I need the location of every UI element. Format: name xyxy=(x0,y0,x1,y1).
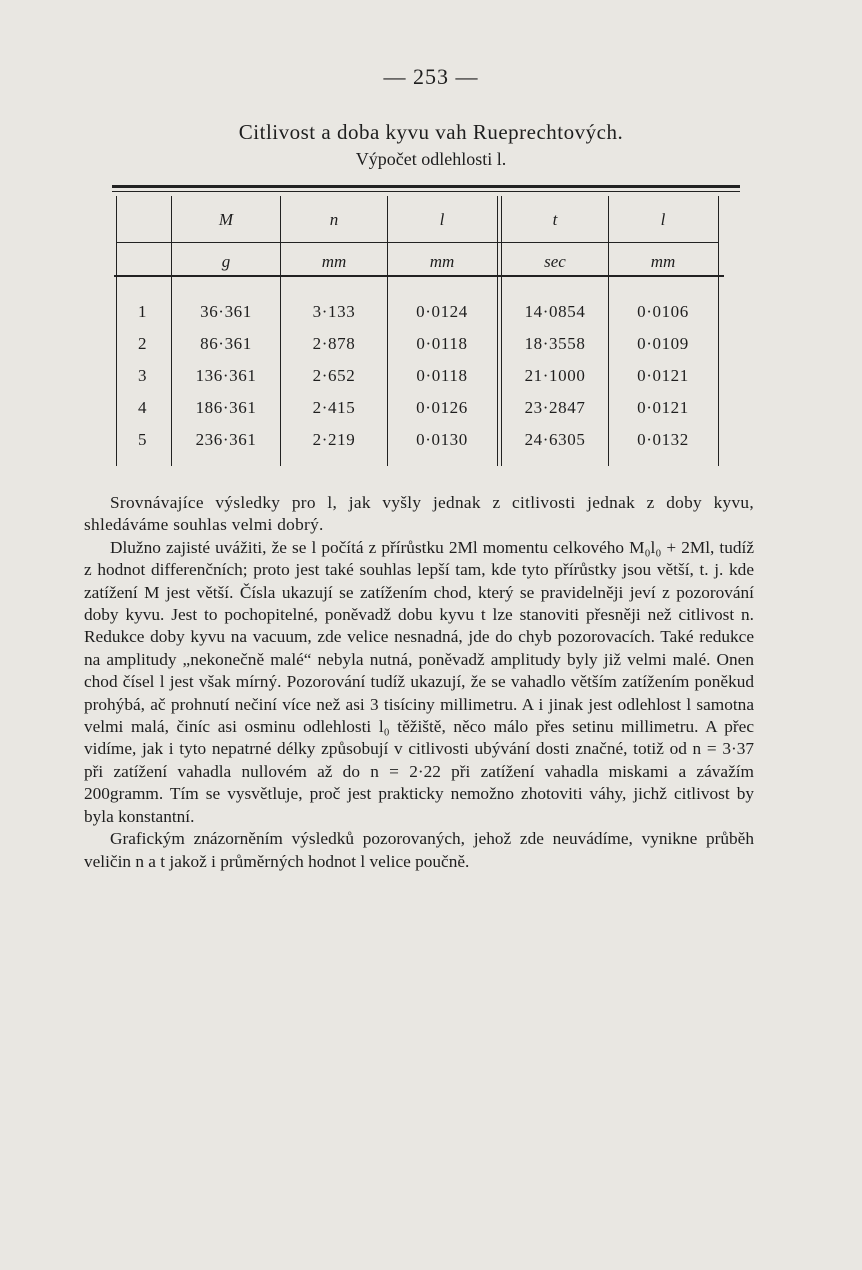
cell-M: 36·361 xyxy=(200,302,252,321)
cell-n: 2·219 xyxy=(312,430,356,449)
cell-l: 0·0118 xyxy=(416,334,468,353)
table-vline xyxy=(608,196,609,466)
table-vline xyxy=(718,196,719,466)
paragraph-2: Dlužno zajisté uvážiti, že se l počítá z přírůstku 2Ml momentu celkového M₀l₀ + 2Ml, tudíž z hodnot differenčních; proto jest také souhlas lepší tam, kde tyto přírůstky jsou větší, t. j. kde zatížení M jest větší. Čísla ukazují se zatížením chod, který se pravidelněji jeví z pozorování doby kyvu. Jest to pochopitelné, poněvadž dobu kyvu t lze stanoviti přesněji než citlivost n. Redukce doby kyvu na vacuum, zde velice nesnadná, jde do chyb pozorovacích. Také redukce na amplitudy „nekonečně malé“ nebyla nutná, poněvadž amplitudy byly již velmi malé. Onen chod čísel l jest však mírný. Pozorování tudíž ukazují, že se vahadlo větším zatížením poněkud prohýbá, ač prohnutí nečiní více než asi 3 tisíciny millimetru. A i jinak jest odlehlost l samotna velmi malá, činíc asi osminu odlehlosti l₀ těžiště, něco málo přes setinu millimetru. A přec vidíme, jak i tyto nepatrné délky způsobují v citlivosti ubývání dosti značné, totiž od n = 3·37 při zatížení vahadla nullovém až do n = 2·22 při zatížení vahadla miskami a závažím 200gramm. Tím se vysvětluje, proč jest prakticky nemožno zhotoviti váhy, jichž citlivost by byla konstantní. xyxy=(84,537,754,826)
row-index: 4 xyxy=(138,398,148,417)
table-unit-l2: mm xyxy=(650,252,676,271)
row-index: 5 xyxy=(138,430,148,449)
cell-n: 2·878 xyxy=(312,334,356,353)
cell-M: 236·361 xyxy=(195,430,257,449)
table-unit-n: mm xyxy=(321,252,347,271)
table-top-rule xyxy=(112,185,740,188)
table-header-l2: l xyxy=(660,210,666,229)
table-unit-l: mm xyxy=(429,252,455,271)
table-unit-t: sec xyxy=(544,252,566,271)
cell-l2: 0·0121 xyxy=(637,398,689,417)
cell-n: 3·133 xyxy=(312,302,356,321)
row-index: 2 xyxy=(138,334,148,353)
body-text xyxy=(84,492,754,873)
cell-l: 0·0118 xyxy=(416,366,468,385)
table-header-separator xyxy=(116,242,718,243)
row-index: 3 xyxy=(138,366,148,385)
paragraph-1: Srovnávajíce výsledky pro l, jak vyšly jednak z citlivosti jednak z doby kyvu, shledáváme souhlas velmi dobrý. xyxy=(84,493,754,535)
table-header-n: n xyxy=(329,210,339,229)
cell-t: 23·2847 xyxy=(524,398,586,417)
cell-M: 86·361 xyxy=(200,334,252,353)
cell-n: 2·652 xyxy=(312,366,356,385)
cell-n: 2·415 xyxy=(312,398,356,417)
cell-l: 0·0124 xyxy=(416,302,468,321)
cell-l2: 0·0109 xyxy=(637,334,689,353)
table-vline xyxy=(387,196,388,466)
cell-t: 24·6305 xyxy=(524,430,586,449)
page-subtitle: Výpočet odlehlosti l. xyxy=(355,149,507,169)
cell-l: 0·0130 xyxy=(416,430,468,449)
table-header-l: l xyxy=(439,210,445,229)
cell-l: 0·0126 xyxy=(416,398,468,417)
cell-l2: 0·0106 xyxy=(637,302,689,321)
cell-M: 186·361 xyxy=(195,398,257,417)
table-vline xyxy=(116,196,117,466)
cell-t: 21·1000 xyxy=(524,366,586,385)
table-vline xyxy=(497,196,498,466)
paragraph-3: Grafickým znázorněním výsledků pozorovaných, jehož zde neuvádíme, vynikne průběh veličin n a t jakož i průměrných hodnot l velice poučně. xyxy=(84,829,754,871)
row-index: 1 xyxy=(138,302,148,321)
table-header-M: M xyxy=(218,210,234,229)
page-title: Citlivost a doba kyvu vah Rueprechtových. xyxy=(238,120,624,144)
table-top-rule-thin xyxy=(112,191,740,192)
cell-l2: 0·0132 xyxy=(637,430,689,449)
table-header-t: t xyxy=(552,210,558,229)
table-vline xyxy=(501,196,502,466)
cell-M: 136·361 xyxy=(195,366,257,385)
table-vline xyxy=(280,196,281,466)
page-number: — 253 — xyxy=(383,64,479,89)
cell-l2: 0·0121 xyxy=(637,366,689,385)
table-unit-M: g xyxy=(221,252,231,271)
table-vline xyxy=(171,196,172,466)
table-header-rule xyxy=(114,275,724,277)
cell-t: 18·3558 xyxy=(524,334,586,353)
cell-t: 14·0854 xyxy=(524,302,586,321)
